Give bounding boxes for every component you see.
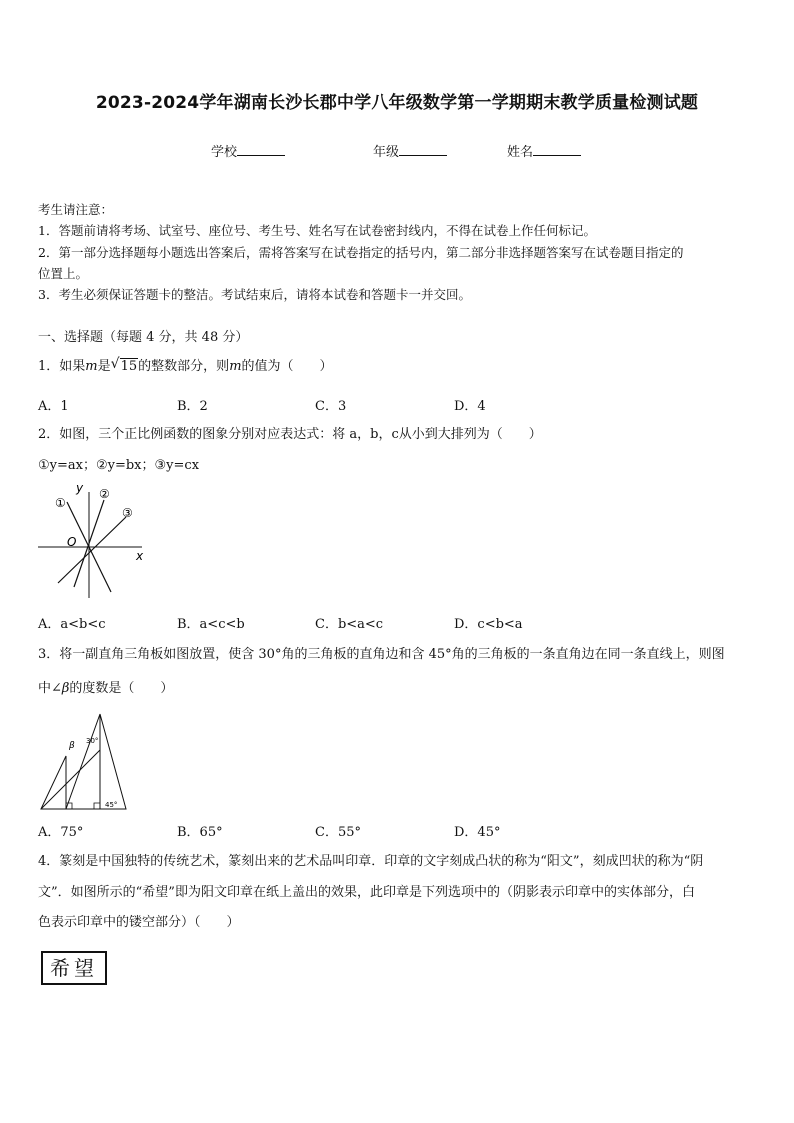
q3-triangle-30 (100, 714, 126, 809)
q3-hypotenuse-45 (41, 750, 100, 809)
q3-option-a: A．75° (38, 825, 84, 840)
q2-figure (34, 480, 154, 600)
q2-option-c: C．b<a<c (315, 617, 384, 632)
question-1 (38, 357, 760, 377)
q3-label-beta: β (69, 741, 75, 751)
q2-option-b: B．a<c<b (177, 617, 245, 632)
q1-option-b: B．2 (177, 399, 208, 414)
grade-label: 年级 (373, 145, 400, 160)
q2-line-3 (58, 517, 126, 583)
q3-figure (36, 712, 136, 814)
question-4-line3: 色表示印章中的镂空部分）（ ） (38, 915, 240, 930)
question-2-text: 2．如图，三个正比例函数的图象分别对应表达式：将 a，b，c从小到大排列为（ ） (38, 427, 542, 442)
q1-option-d: D．4 (454, 399, 486, 414)
note-item-1: 1．答题前请将考场、试室号、座位号、考生号、姓名写在试卷密封线内，不得在试卷上作任何标记。 (38, 223, 596, 238)
name-field (507, 141, 581, 160)
grade-field (373, 141, 447, 160)
q3-label-45: 45° (105, 801, 118, 809)
q3-option-b: B．65° (177, 825, 223, 840)
question-4-line2: 文”．如图所示的“希望”即为阳文印章在纸上盖出的效果，此印章是下列选项中的（阴影表示印章中的实体部分，白 (38, 885, 695, 900)
q3-option-d: D．45° (454, 825, 501, 840)
seal-text: 希望 (50, 956, 98, 980)
q1-mid: 的整数部分，则 (138, 359, 230, 374)
question-4-line1: 4．篆刻是中国独特的传统艺术，篆刻出来的艺术品叫印章．印章的文字刻成凸状的称为“阳文”，刻成凹状的称为“阴 (38, 854, 704, 869)
q1-is: 是 (97, 359, 111, 374)
note-item-2-cont: 位置上。 (38, 266, 89, 281)
q2-label-3: ③ (122, 506, 133, 520)
q1-var-m2: m (229, 359, 242, 374)
q1-radicand: 15 (120, 359, 138, 374)
section-heading: 一、选择题（每题 4 分，共 48 分） (38, 330, 249, 345)
q3-label-30: 30° (86, 737, 99, 745)
q2-label-2: ② (99, 487, 110, 501)
note-item-3: 3．考生必须保证答题卡的整洁。考试结束后，请将本试卷和答题卡一并交回。 (38, 287, 471, 302)
note-item-2: 2．第一部分选择题每小题选出答案后，需将答案写在试卷指定的括号内，第二部分非选择题答案写在试卷题目指定的 (38, 245, 684, 260)
q3-line2-b: 的度数是（ ） (69, 681, 174, 696)
school-label: 学校 (211, 145, 238, 160)
q3-triangle-45-left (41, 756, 66, 809)
q2-label-origin: O (67, 535, 77, 549)
q3-line2-a: 中∠ (38, 681, 62, 696)
q3-beta: β (61, 681, 70, 696)
grade-blank (399, 143, 447, 156)
school-blank (237, 143, 285, 156)
page-title: 2023-2024学年湖南长沙长郡中学八年级数学第一学期期末教学质量检测试题 (95, 93, 699, 113)
question-3-line2 (38, 679, 760, 699)
q1-suffix: 的值为（ ） (241, 359, 333, 374)
q2-label-1: ① (55, 496, 66, 510)
question-3-line1: 3．将一副直角三角板如图放置，使含 30°角的三角板的直角边和含 45°角的三角板的一条直角边在同一条直线上，则图 (38, 647, 725, 662)
notes-heading: 考生请注意： (38, 202, 114, 217)
q3-hypotenuse-30 (66, 714, 100, 809)
name-blank (533, 143, 581, 156)
question-2-exprs: ①y=ax；②y=bx；③y=cx (38, 458, 200, 473)
q1-var-m: m (85, 359, 98, 374)
q3-option-c: C．55° (315, 825, 361, 840)
q2-option-d: D．c<b<a (454, 617, 523, 632)
school-field (211, 141, 285, 160)
q1-option-a: A．1 (38, 399, 69, 414)
q3-right-angle-2 (94, 803, 100, 809)
seal-image (41, 951, 107, 985)
q2-label-y: y (76, 481, 84, 495)
name-label: 姓名 (507, 145, 534, 160)
q1-option-c: C．3 (315, 399, 347, 414)
q1-prefix: 1．如果 (38, 359, 86, 374)
q2-label-x: x (136, 549, 144, 563)
q1-sqrt: √ 15 (110, 356, 138, 374)
q2-option-a: A．a<b<c (38, 617, 106, 632)
